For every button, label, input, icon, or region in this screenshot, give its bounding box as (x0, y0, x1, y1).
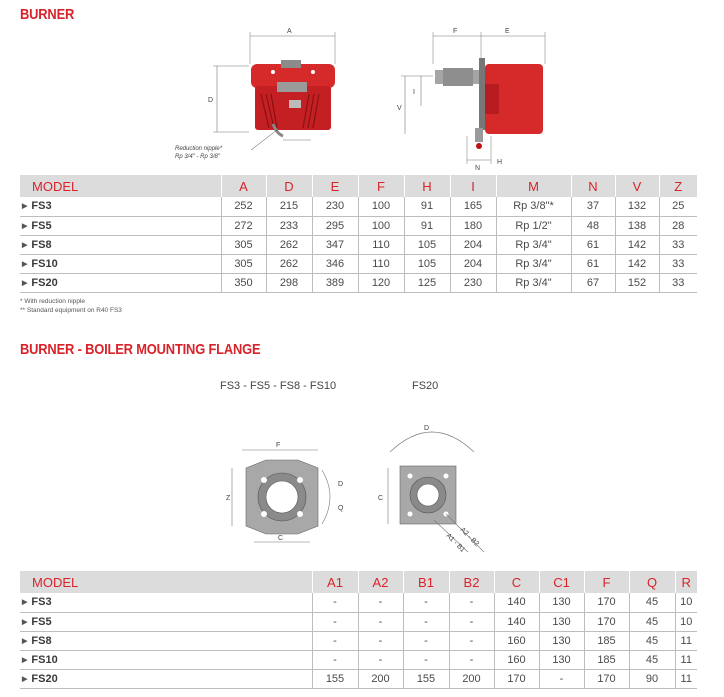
value-cell: - (539, 669, 584, 688)
value-cell: 350 (221, 273, 266, 292)
value-cell: - (449, 631, 494, 650)
flange-table-header (20, 571, 697, 593)
value-cell: 165 (450, 197, 496, 216)
table-row (20, 669, 697, 688)
table-row (20, 612, 697, 631)
value-cell: 272 (221, 216, 266, 235)
burner-side-view-diagram (385, 24, 555, 174)
dim-n-label: N (475, 165, 481, 172)
value-cell: - (403, 631, 449, 650)
dim-i-label: I (413, 89, 415, 96)
flange-col-header: C1 (539, 571, 584, 593)
value-cell: 262 (266, 254, 312, 273)
value-cell: 132 (615, 197, 659, 216)
burner-table-header (20, 175, 697, 197)
play-arrow-icon: ▶ (22, 656, 28, 664)
value-cell: 130 (539, 631, 584, 650)
value-cell: - (403, 612, 449, 631)
model-cell (20, 631, 312, 650)
burner-col-header: E (312, 175, 358, 197)
table-row (20, 197, 697, 216)
value-cell: 305 (221, 235, 266, 254)
model-name: FS8 (31, 238, 52, 251)
play-arrow-icon: ▶ (22, 279, 28, 287)
burner-section-title: BURNER (20, 6, 75, 23)
value-cell: 262 (266, 235, 312, 254)
value-cell: 185 (584, 650, 629, 669)
value-cell: 33 (659, 254, 697, 273)
value-cell: Rp 3/4" (496, 273, 571, 292)
burner-col-header: Z (659, 175, 697, 197)
dim-e-label: E (505, 28, 510, 35)
reduction-nipple-label: Reduction nipple* (175, 146, 223, 152)
value-cell: 180 (450, 216, 496, 235)
value-cell: - (312, 650, 358, 669)
model-cell (20, 216, 221, 235)
value-cell: 28 (659, 216, 697, 235)
burner-front-view-diagram (165, 24, 355, 174)
burner-col-header: I (450, 175, 496, 197)
flange-dim-c: C (278, 535, 284, 542)
value-cell: 105 (404, 235, 450, 254)
value-cell: 295 (312, 216, 358, 235)
value-cell: Rp 1/2" (496, 216, 571, 235)
value-cell: 185 (584, 631, 629, 650)
play-arrow-icon: ▶ (22, 260, 28, 268)
burner-dimensions-table (20, 175, 697, 293)
value-cell: 170 (584, 612, 629, 631)
value-cell: - (312, 612, 358, 631)
value-cell: 100 (358, 197, 404, 216)
value-cell: 204 (450, 235, 496, 254)
flange-fs20-dim-a2: A2 - B2 (458, 526, 481, 548)
value-cell: 215 (266, 197, 312, 216)
value-cell: 61 (571, 235, 615, 254)
model-name: FS5 (31, 219, 52, 232)
value-cell: 252 (221, 197, 266, 216)
model-cell (20, 612, 312, 631)
flange-subtitle-left: FS3 - FS5 - FS8 - FS10 (220, 380, 337, 392)
value-cell: 110 (358, 254, 404, 273)
value-cell: 230 (312, 197, 358, 216)
value-cell: - (449, 650, 494, 669)
value-cell: 45 (629, 612, 675, 631)
dim-d-label: D (208, 97, 214, 104)
table-row (20, 650, 697, 669)
value-cell: 389 (312, 273, 358, 292)
flange-subtitle-right: FS20 (412, 380, 439, 392)
dim-v-label: V (397, 105, 402, 112)
value-cell: 33 (659, 235, 697, 254)
value-cell: - (403, 593, 449, 612)
reduction-nipple-size-label: Rp 3/4" - Rp 3/8" (175, 154, 220, 160)
model-cell (20, 197, 221, 216)
note-standard-equipment: ** Standard equipment on R40 FS3 (20, 307, 122, 314)
burner-col-header: A (221, 175, 266, 197)
value-cell: 10 (675, 593, 697, 612)
value-cell: - (358, 593, 403, 612)
value-cell: 130 (539, 593, 584, 612)
table-row (20, 631, 697, 650)
value-cell: 230 (450, 273, 496, 292)
model-cell (20, 593, 312, 612)
value-cell: 11 (675, 669, 697, 688)
flange-dim-q: Q (338, 505, 344, 512)
value-cell: 140 (494, 612, 539, 631)
burner-col-header: F (358, 175, 404, 197)
burner-col-header: N (571, 175, 615, 197)
value-cell: 142 (615, 254, 659, 273)
model-cell (20, 235, 221, 254)
value-cell: 155 (312, 669, 358, 688)
value-cell: 298 (266, 273, 312, 292)
value-cell: 347 (312, 235, 358, 254)
value-cell: 130 (539, 612, 584, 631)
model-name: FS3 (31, 596, 52, 609)
table-row (20, 235, 697, 254)
value-cell: 125 (404, 273, 450, 292)
value-cell: 170 (584, 669, 629, 688)
play-arrow-icon: ▶ (22, 599, 28, 607)
flange-col-header: F (584, 571, 629, 593)
value-cell: 110 (358, 235, 404, 254)
value-cell: - (312, 631, 358, 650)
value-cell: - (358, 631, 403, 650)
play-arrow-icon: ▶ (22, 203, 28, 211)
value-cell: 170 (494, 669, 539, 688)
value-cell: 45 (629, 593, 675, 612)
table-row (20, 593, 697, 612)
value-cell: 11 (675, 650, 697, 669)
value-cell: - (358, 650, 403, 669)
value-cell: 105 (404, 254, 450, 273)
value-cell: 120 (358, 273, 404, 292)
flange-fs20-dim-d: D (424, 425, 430, 432)
flange-small-diagram (222, 440, 352, 550)
flange-col-header: C (494, 571, 539, 593)
flange-col-header: B1 (403, 571, 449, 593)
value-cell: 160 (494, 631, 539, 650)
model-name: FS10 (31, 653, 58, 666)
dim-a-label: A (287, 28, 292, 35)
value-cell: 10 (675, 612, 697, 631)
model-name: FS20 (31, 276, 58, 289)
flange-col-header: R (675, 571, 697, 593)
model-cell (20, 273, 221, 292)
value-cell: 142 (615, 235, 659, 254)
value-cell: 100 (358, 216, 404, 235)
value-cell: 67 (571, 273, 615, 292)
flange-col-header: Q (629, 571, 675, 593)
play-arrow-icon: ▶ (22, 618, 28, 626)
play-arrow-icon: ▶ (22, 637, 28, 645)
value-cell: 11 (675, 631, 697, 650)
burner-col-header: D (266, 175, 312, 197)
note-reduction-nipple: * With reduction nipple (20, 298, 86, 305)
flange-dim-d: D (338, 481, 344, 488)
value-cell: 233 (266, 216, 312, 235)
model-name: FS20 (31, 672, 58, 685)
model-name: FS5 (31, 615, 52, 628)
flange-col-header: B2 (449, 571, 494, 593)
value-cell: 48 (571, 216, 615, 235)
flange-dim-z: Z (226, 495, 231, 502)
value-cell: 305 (221, 254, 266, 273)
value-cell: 140 (494, 593, 539, 612)
flange-col-header: A2 (358, 571, 403, 593)
dim-f-label: F (453, 28, 458, 35)
play-arrow-icon: ▶ (22, 222, 28, 230)
flange-fs20-dim-a1: A1 - B1 (444, 532, 467, 554)
value-cell: 160 (494, 650, 539, 669)
value-cell: 346 (312, 254, 358, 273)
model-name: FS10 (31, 257, 58, 270)
value-cell: - (403, 650, 449, 669)
play-arrow-icon: ▶ (22, 241, 28, 249)
flange-col-header: MODEL (20, 571, 312, 593)
value-cell: 130 (539, 650, 584, 669)
flange-section-title: BURNER - BOILER MOUNTING FLANGE (20, 341, 261, 358)
value-cell: Rp 3/8"* (496, 197, 571, 216)
value-cell: - (358, 612, 403, 631)
value-cell: - (449, 593, 494, 612)
burner-notes (20, 297, 122, 315)
model-name: FS8 (31, 634, 52, 647)
value-cell: 91 (404, 197, 450, 216)
model-cell (20, 254, 221, 273)
value-cell: 45 (629, 650, 675, 669)
value-cell: 37 (571, 197, 615, 216)
flange-dimensions-table (20, 571, 697, 689)
value-cell: 45 (629, 631, 675, 650)
value-cell: 152 (615, 273, 659, 292)
value-cell: 138 (615, 216, 659, 235)
burner-col-header: V (615, 175, 659, 197)
value-cell: 170 (584, 593, 629, 612)
value-cell: 33 (659, 273, 697, 292)
model-name: FS3 (31, 200, 52, 213)
flange-col-header: A1 (312, 571, 358, 593)
value-cell: Rp 3/4" (496, 235, 571, 254)
model-cell (20, 669, 312, 688)
value-cell: Rp 3/4" (496, 254, 571, 273)
value-cell: 91 (404, 216, 450, 235)
value-cell: 200 (449, 669, 494, 688)
flange-fs20-diagram (372, 412, 502, 562)
value-cell: 90 (629, 669, 675, 688)
value-cell: 25 (659, 197, 697, 216)
value-cell: 155 (403, 669, 449, 688)
table-row (20, 273, 697, 292)
value-cell: 200 (358, 669, 403, 688)
value-cell: - (449, 612, 494, 631)
table-row (20, 254, 697, 273)
table-row (20, 216, 697, 235)
flange-dim-f: F (276, 442, 281, 449)
dim-h-label: H (497, 159, 503, 166)
play-arrow-icon: ▶ (22, 675, 28, 683)
burner-col-header: H (404, 175, 450, 197)
burner-col-header: M (496, 175, 571, 197)
value-cell: 204 (450, 254, 496, 273)
value-cell: - (312, 593, 358, 612)
value-cell: 61 (571, 254, 615, 273)
model-cell (20, 650, 312, 669)
flange-fs20-dim-c: C (378, 495, 384, 502)
burner-col-header: MODEL (20, 175, 221, 197)
